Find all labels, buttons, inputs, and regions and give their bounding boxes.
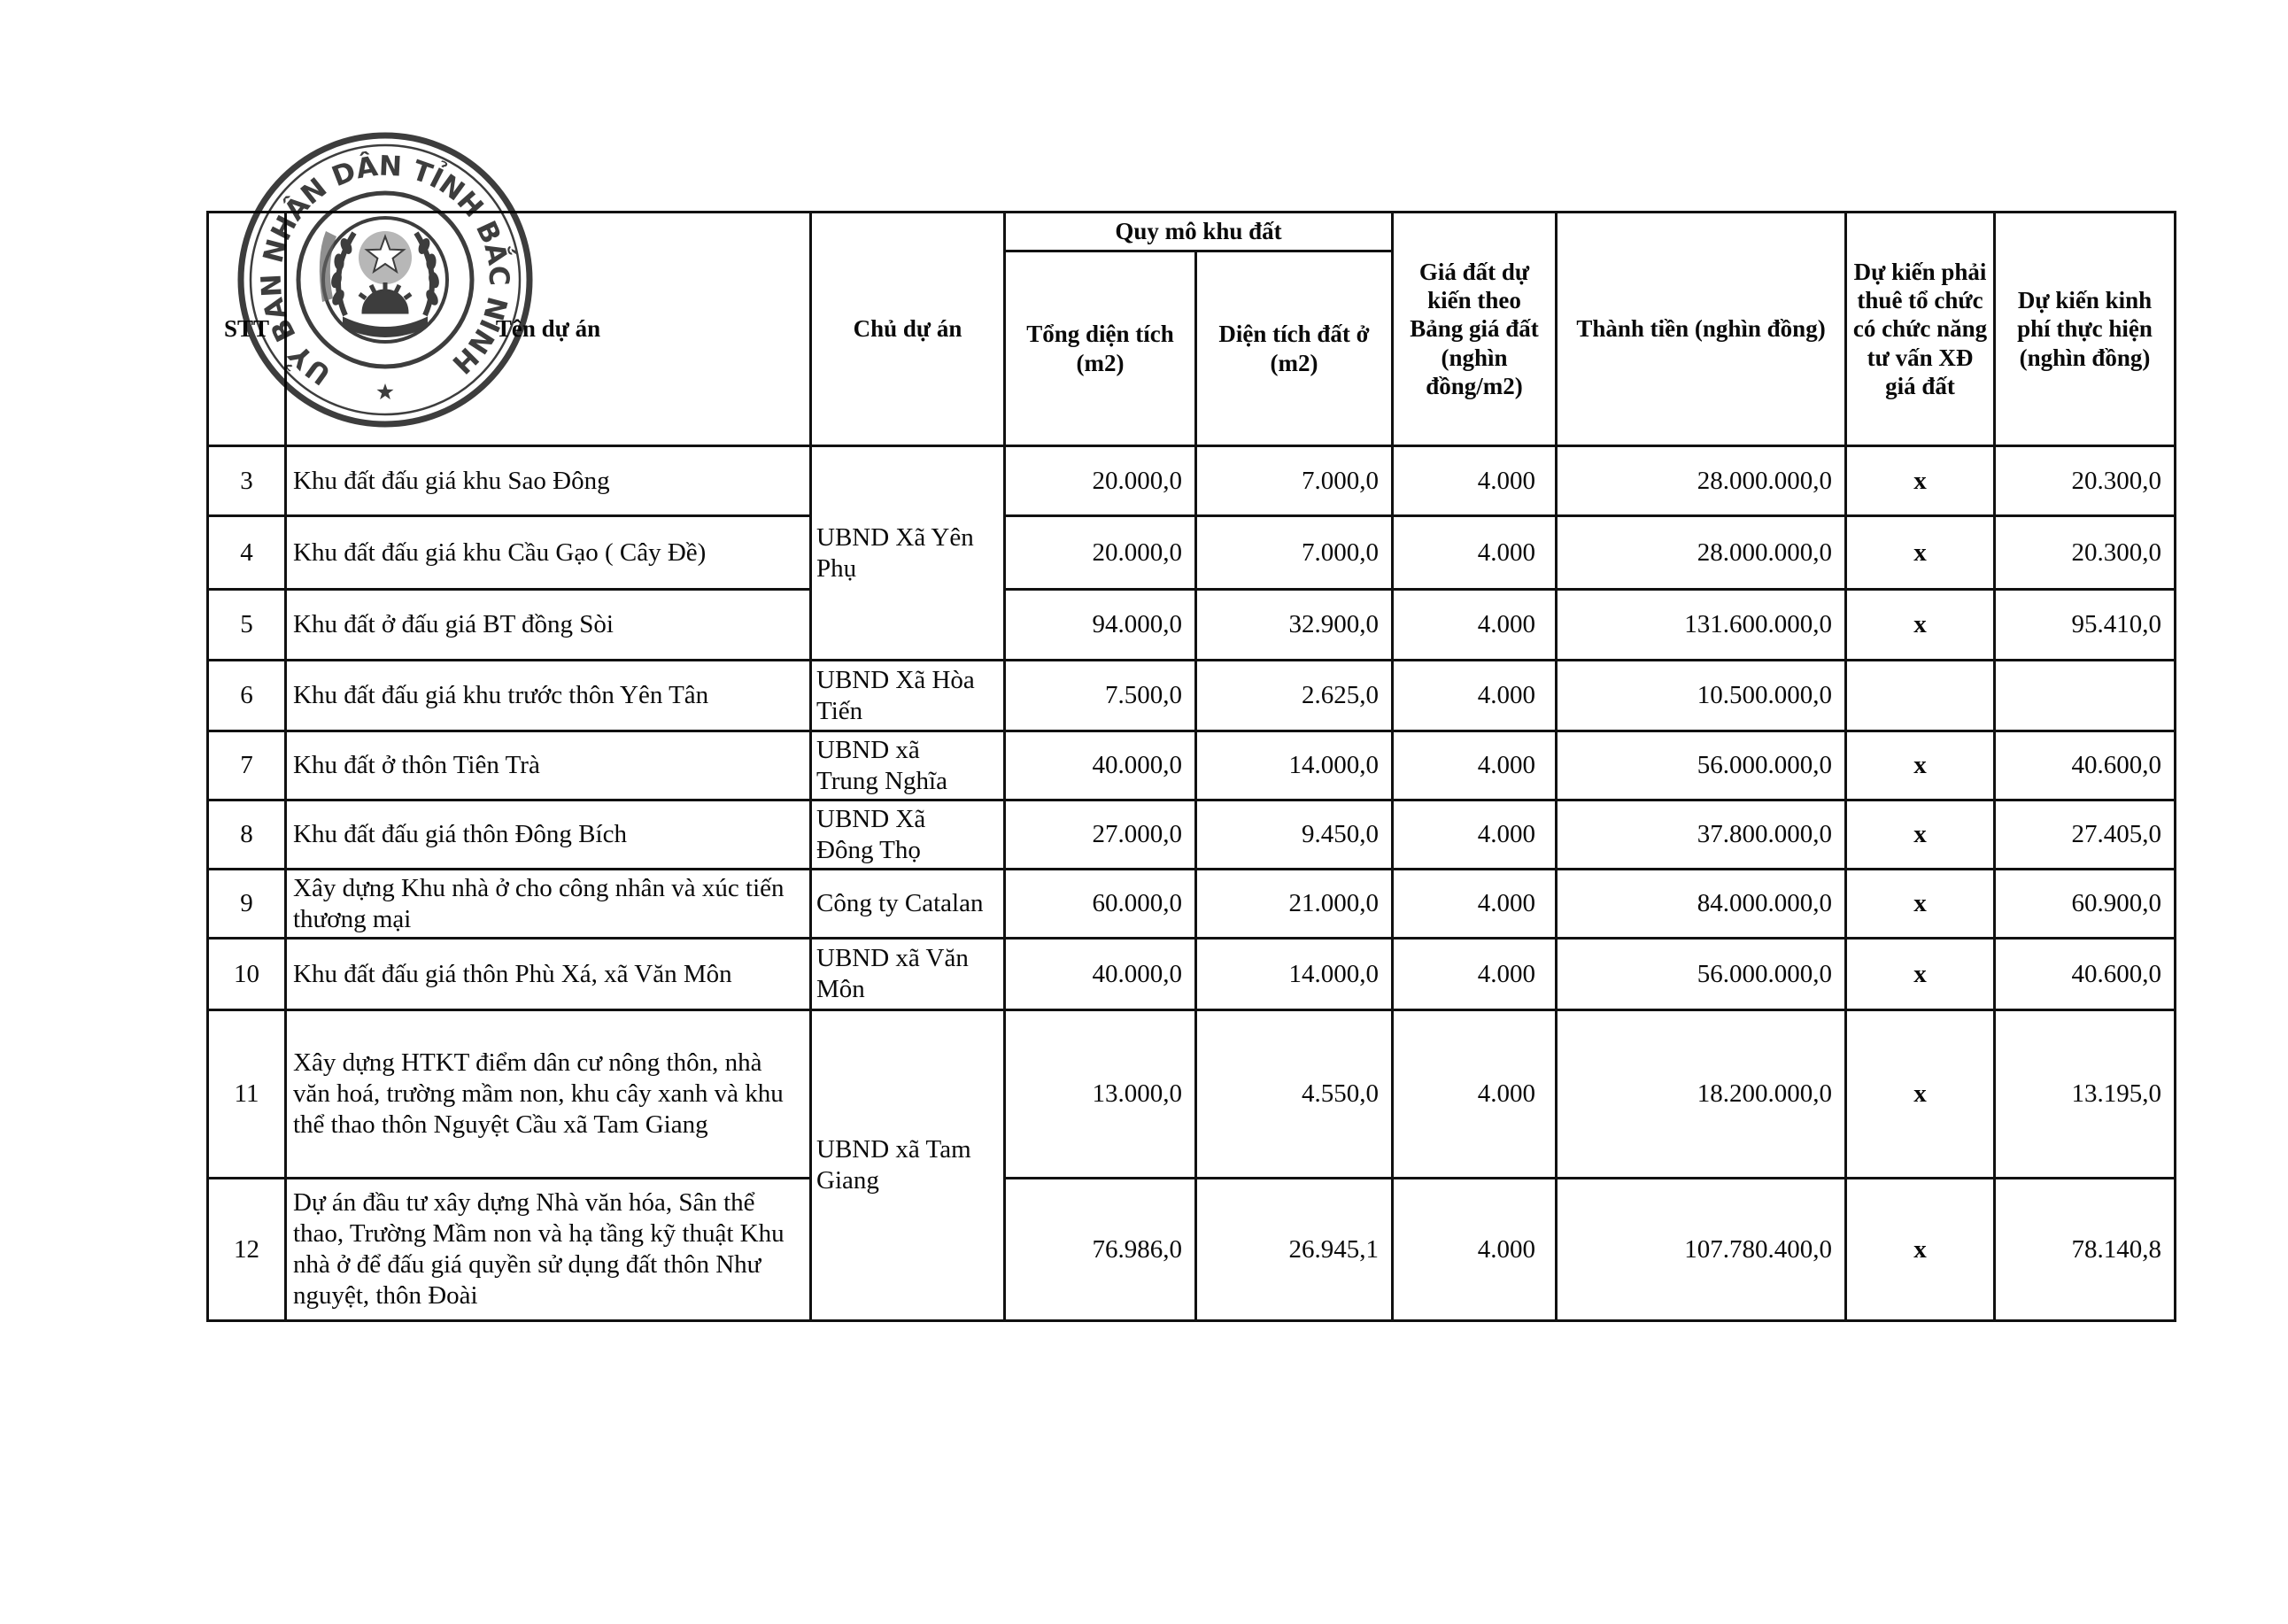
total-area-cell: 40.000,0 [1005, 939, 1196, 1010]
seal-lettering-path: UỶ BAN NHÂN DÂN TỈNH BẮC NINH [255, 150, 515, 391]
header-land-scale: Quy mô khu đất [1005, 213, 1393, 251]
land-price-cell: 4.000 [1393, 1010, 1557, 1179]
stt-cell: 6 [208, 661, 286, 731]
budget-cell: 20.300,0 [1995, 446, 2176, 516]
project-owner-cell: UBND xã Văn Môn [811, 939, 1005, 1010]
amount-cell: 56.000.000,0 [1557, 731, 1846, 800]
amount-cell: 28.000.000,0 [1557, 446, 1846, 516]
project-owner-cell: UBND Xã Đông Thọ [811, 800, 1005, 870]
amount-cell: 84.000.000,0 [1557, 870, 1846, 939]
total-area-cell: 20.000,0 [1005, 516, 1196, 590]
table-row [208, 870, 2176, 939]
project-owner-cell: UBND Xã Hòa Tiến [811, 661, 1005, 731]
table-row [208, 800, 2176, 870]
total-area-cell: 20.000,0 [1005, 446, 1196, 516]
header-total-area: Tổng diện tích (m2) [1005, 251, 1196, 446]
residential-area-cell: 32.900,0 [1196, 590, 1393, 661]
land-price-cell: 4.000 [1393, 446, 1557, 516]
stt-cell: 7 [208, 731, 286, 800]
table-row [208, 1179, 2176, 1321]
amount-cell: 131.600.000,0 [1557, 590, 1846, 661]
budget-cell: 60.900,0 [1995, 870, 2176, 939]
stt-cell: 8 [208, 800, 286, 870]
project-owner-cell: UBND xã Trung Nghĩa [811, 731, 1005, 800]
stt-cell: 4 [208, 516, 286, 590]
land-price-cell: 4.000 [1393, 516, 1557, 590]
project-owner-cell: Công ty Catalan [811, 870, 1005, 939]
land-price-cell: 4.000 [1393, 590, 1557, 661]
consultant-required-cell: x [1846, 590, 1995, 661]
project-name-cell: Khu đất đấu giá khu Sao Đông [286, 446, 811, 516]
header-project-name: Tên dự án [286, 213, 811, 446]
total-area-cell: 76.986,0 [1005, 1179, 1196, 1321]
consultant-required-cell: x [1846, 1010, 1995, 1179]
amount-cell: 10.500.000,0 [1557, 661, 1846, 731]
stt-cell: 11 [208, 1010, 286, 1179]
amount-cell: 37.800.000,0 [1557, 800, 1846, 870]
project-owner-cell: UBND xã Tam Giang [811, 1010, 1005, 1321]
table-row [208, 446, 2176, 516]
stt-cell: 10 [208, 939, 286, 1010]
consultant-required-cell: x [1846, 939, 1995, 1010]
project-name-cell: Xây dựng Khu nhà ở cho công nhân và xúc tiến thương mại [286, 870, 811, 939]
budget-cell: 27.405,0 [1995, 800, 2176, 870]
residential-area-cell: 7.000,0 [1196, 516, 1393, 590]
total-area-cell: 94.000,0 [1005, 590, 1196, 661]
budget-cell: 40.600,0 [1995, 939, 2176, 1010]
land-price-cell: 4.000 [1393, 939, 1557, 1010]
amount-cell: 56.000.000,0 [1557, 939, 1846, 1010]
amount-cell: 107.780.400,0 [1557, 1179, 1846, 1321]
residential-area-cell: 9.450,0 [1196, 800, 1393, 870]
header-project-owner: Chủ dự án [811, 213, 1005, 446]
residential-area-cell: 26.945,1 [1196, 1179, 1393, 1321]
total-area-cell: 7.500,0 [1005, 661, 1196, 731]
consultant-required-cell: x [1846, 516, 1995, 590]
total-area-cell: 40.000,0 [1005, 731, 1196, 800]
consultant-required-cell [1846, 661, 1995, 731]
project-name-cell: Khu đất đấu giá thôn Phù Xá, xã Văn Môn [286, 939, 811, 1010]
budget-cell: 40.600,0 [1995, 731, 2176, 800]
header-consultant: Dự kiến phải thuê tổ chức có chức năng tư vấn XĐ giá đất [1846, 213, 1995, 446]
table-row [208, 1010, 2176, 1179]
header-budget: Dự kiến kinh phí thực hiện (nghìn đồng) [1995, 213, 2176, 446]
header-land-price: Giá đất dự kiến theo Bảng giá đất (nghìn đồng/m2) [1393, 213, 1557, 446]
land-price-cell: 4.000 [1393, 661, 1557, 731]
amount-cell: 18.200.000,0 [1557, 1010, 1846, 1179]
amount-cell: 28.000.000,0 [1557, 516, 1846, 590]
project-name-cell: Xây dựng HTKT điểm dân cư nông thôn, nhà văn hoá, trường mầm non, khu cây xanh và khu thể thao thôn Nguyệt Cầu xã Tam Giang [286, 1010, 811, 1179]
budget-cell: 13.195,0 [1995, 1010, 2176, 1179]
total-area-cell: 60.000,0 [1005, 870, 1196, 939]
project-name-cell: Khu đất đấu giá khu trước thôn Yên Tân [286, 661, 811, 731]
land-price-cell: 4.000 [1393, 870, 1557, 939]
header-residential-area: Diện tích đất ở (m2) [1196, 251, 1393, 446]
stt-cell: 9 [208, 870, 286, 939]
table-row [208, 731, 2176, 800]
land-price-cell: 4.000 [1393, 1179, 1557, 1321]
residential-area-cell: 14.000,0 [1196, 731, 1393, 800]
project-name-cell: Khu đất ở đấu giá BT đồng Sòi [286, 590, 811, 661]
header-amount: Thành tiền (nghìn đồng) [1557, 213, 1846, 446]
header-stt: STT [208, 213, 286, 446]
budget-cell: 78.140,8 [1995, 1179, 2176, 1321]
project-name-cell: Dự án đầu tư xây dựng Nhà văn hóa, Sân thể thao, Trường Mầm non và hạ tầng kỹ thuật Khu nhà ở để đấu giá quyền sử dụng đất thôn Như nguyệt, thôn Đoài [286, 1179, 811, 1321]
project-owner-cell: UBND Xã Yên Phụ [811, 446, 1005, 661]
consultant-required-cell: x [1846, 800, 1995, 870]
total-area-cell: 13.000,0 [1005, 1010, 1196, 1179]
budget-cell [1995, 661, 2176, 731]
residential-area-cell: 7.000,0 [1196, 446, 1393, 516]
consultant-required-cell: x [1846, 731, 1995, 800]
project-name-cell: Khu đất đấu giá thôn Đông Bích [286, 800, 811, 870]
residential-area-cell: 14.000,0 [1196, 939, 1393, 1010]
residential-area-cell: 21.000,0 [1196, 870, 1393, 939]
residential-area-cell: 4.550,0 [1196, 1010, 1393, 1179]
stt-cell: 3 [208, 446, 286, 516]
consultant-required-cell: x [1846, 446, 1995, 516]
project-name-cell: Khu đất ở thôn Tiên Trà [286, 731, 811, 800]
table-row [208, 590, 2176, 661]
consultant-required-cell: x [1846, 870, 1995, 939]
stt-cell: 5 [208, 590, 286, 661]
land-price-cell: 4.000 [1393, 731, 1557, 800]
total-area-cell: 27.000,0 [1005, 800, 1196, 870]
table-row [208, 939, 2176, 1010]
residential-area-cell: 2.625,0 [1196, 661, 1393, 731]
land-projects-table [206, 211, 2176, 1322]
project-name-cell: Khu đất đấu giá khu Cầu Gạo ( Cây Đề) [286, 516, 811, 590]
consultant-required-cell: x [1846, 1179, 1995, 1321]
header-row [208, 213, 2176, 251]
land-price-cell: 4.000 [1393, 800, 1557, 870]
table-row [208, 661, 2176, 731]
table-row [208, 516, 2176, 590]
budget-cell: 20.300,0 [1995, 516, 2176, 590]
budget-cell: 95.410,0 [1995, 590, 2176, 661]
stt-cell: 12 [208, 1179, 286, 1321]
